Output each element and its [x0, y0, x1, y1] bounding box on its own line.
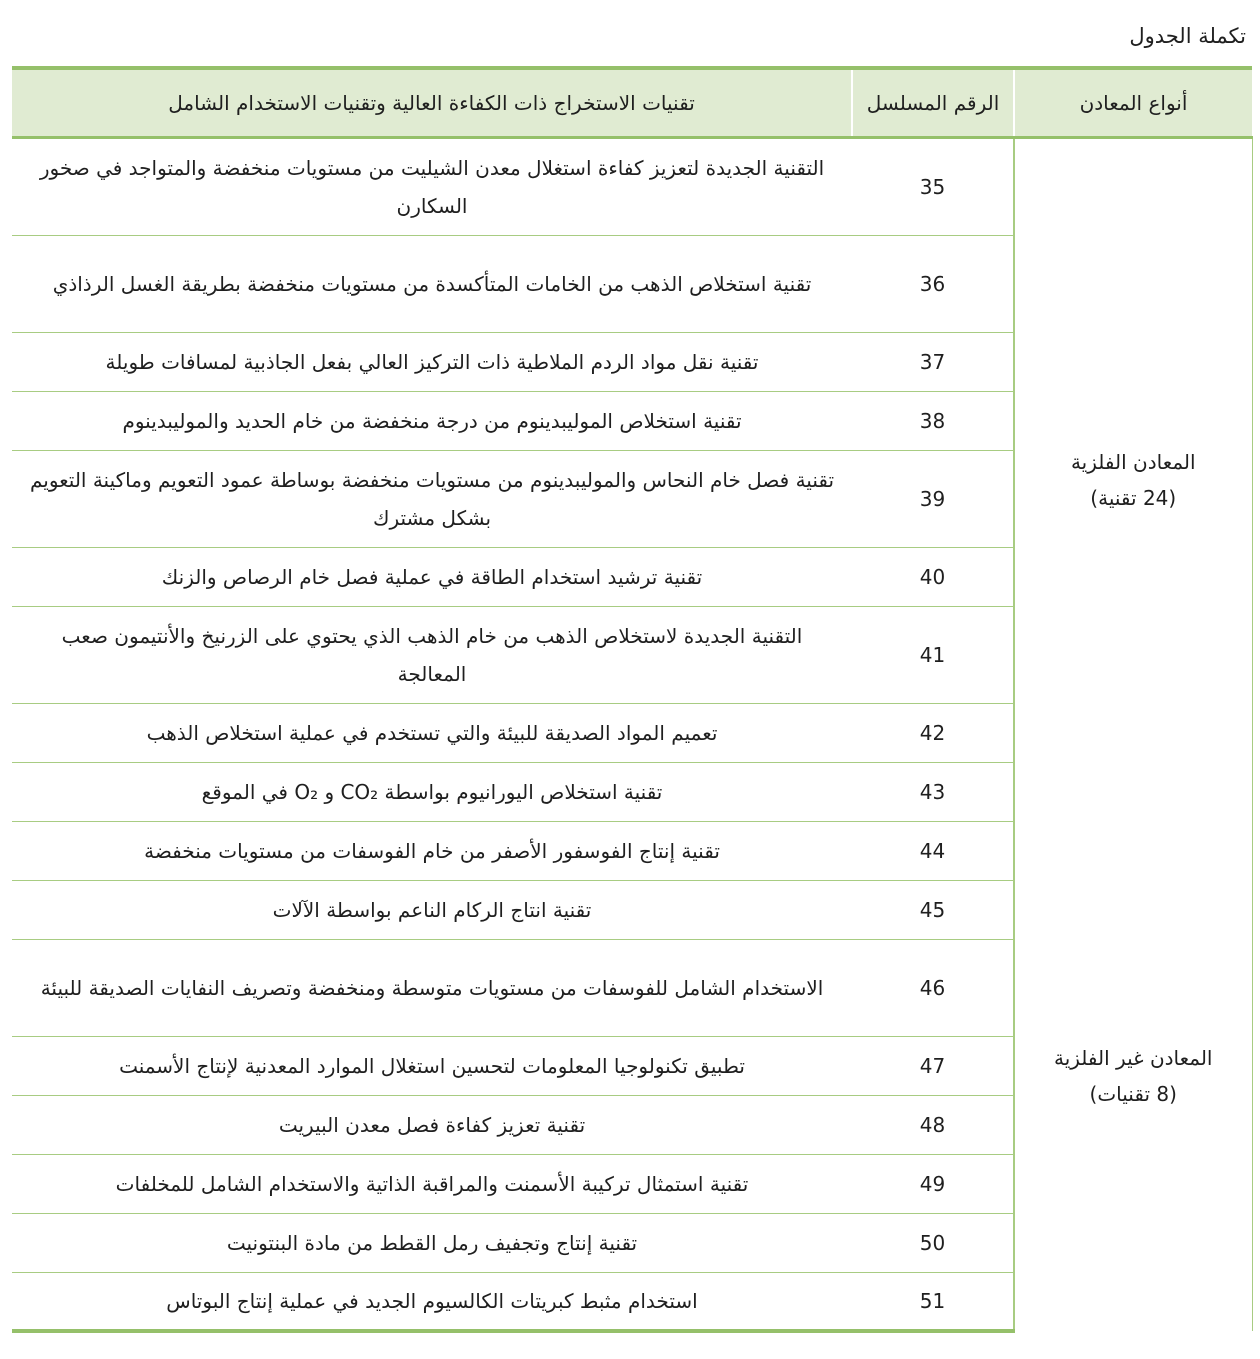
- serial-number: 43: [852, 762, 1014, 821]
- serial-number: 39: [852, 450, 1014, 547]
- group-name: المعادن الفلزية: [1070, 449, 1196, 474]
- serial-number: 44: [852, 821, 1014, 880]
- table-header-row: [12, 68, 1252, 137]
- technique-text: تقنية استخلاص الموليبدينوم من درجة منخفضة من خام الحديد والموليبدينوم: [12, 391, 852, 450]
- techniques-table: [12, 66, 1253, 1333]
- serial-number: 36: [852, 235, 1014, 332]
- technique-text: تقنية نقل مواد الردم الملاطية ذات التركيز العالي بفعل الجاذبية لمسافات طويلة: [12, 332, 852, 391]
- group-cell-metallic: [1014, 137, 1252, 821]
- header-techniques: تقنيات الاستخراج ذات الكفاءة العالية وتقنيات الاستخدام الشامل: [12, 68, 852, 137]
- serial-number: 40: [852, 547, 1014, 606]
- serial-number: 41: [852, 606, 1014, 703]
- technique-text: التقنية الجديدة لاستخلاص الذهب من خام الذهب الذي يحتوي على الزرنيخ والأنتيمون صعب المعالجة: [12, 606, 852, 703]
- technique-text: تقنية إنتاج وتجفيف رمل القطط من مادة البنتونيت: [12, 1213, 852, 1272]
- table-row: [12, 821, 1252, 880]
- technique-text: استخدام مثبط كبريتات الكالسيوم الجديد في عملية إنتاج البوتاس: [12, 1272, 852, 1331]
- technique-text: تقنية فصل خام النحاس والموليبدينوم من مستويات منخفضة بوساطة عمود التعويم وماكينة التعويم بشكل مشترك: [12, 450, 852, 547]
- technique-text: تقنية استخلاص اليورانيوم بواسطة CO₂ و O₂ في الموقع: [12, 762, 852, 821]
- technique-text: تطبيق تكنولوجيا المعلومات لتحسين استغلال الموارد المعدنية لإنتاج الأسمنت: [12, 1036, 852, 1095]
- serial-number: 50: [852, 1213, 1014, 1272]
- serial-number: 45: [852, 880, 1014, 939]
- technique-text: تقنية ترشيد استخدام الطاقة في عملية فصل خام الرصاص والزنك: [12, 547, 852, 606]
- serial-number: 37: [852, 332, 1014, 391]
- serial-number: 48: [852, 1095, 1014, 1154]
- technique-text: تقنية انتاج الركام الناعم بواسطة الآلات: [12, 880, 852, 939]
- group-count: (8 تقنيات): [1089, 1082, 1177, 1106]
- technique-text: الاستخدام الشامل للفوسفات من مستويات متوسطة ومنخفضة وتصريف النفايات الصديقة للبيئة: [12, 939, 852, 1036]
- serial-number: 51: [852, 1272, 1014, 1331]
- group-name: المعادن غير الفلزية: [1053, 1046, 1213, 1070]
- serial-number: 42: [852, 703, 1014, 762]
- table-row: [12, 137, 1252, 235]
- serial-number: 38: [852, 391, 1014, 450]
- group-count: (24 تقنية): [1090, 485, 1177, 510]
- serial-number: 49: [852, 1154, 1014, 1213]
- table-continuation-caption: تكملة الجدول: [1129, 24, 1246, 48]
- technique-text: تقنية إنتاج الفوسفور الأصفر من خام الفوسفات من مستويات منخفضة: [12, 821, 852, 880]
- header-serial-number: الرقم المسلسل: [852, 68, 1014, 137]
- technique-text: تقنية استمثال تركيبة الأسمنت والمراقبة الذاتية والاستخدام الشامل للمخلفات: [12, 1154, 852, 1213]
- header-mineral-types: أنواع المعادن: [1014, 68, 1252, 137]
- serial-number: 47: [852, 1036, 1014, 1095]
- serial-number: 46: [852, 939, 1014, 1036]
- technique-text: تعميم المواد الصديقة للبيئة والتي تستخدم في عملية استخلاص الذهب: [12, 703, 852, 762]
- technique-text: تقنية تعزيز كفاءة فصل معدن البيريت: [12, 1095, 852, 1154]
- technique-text: تقنية استخلاص الذهب من الخامات المتأكسدة من مستويات منخفضة بطريقة الغسل الرذاذي: [12, 235, 852, 332]
- group-cell-nonmetallic: [1014, 821, 1252, 1331]
- serial-number: 35: [852, 137, 1014, 235]
- technique-text: التقنية الجديدة لتعزيز كفاءة استغلال معدن الشيليت من مستويات منخفضة والمتواجد في صخور السكارن: [12, 137, 852, 235]
